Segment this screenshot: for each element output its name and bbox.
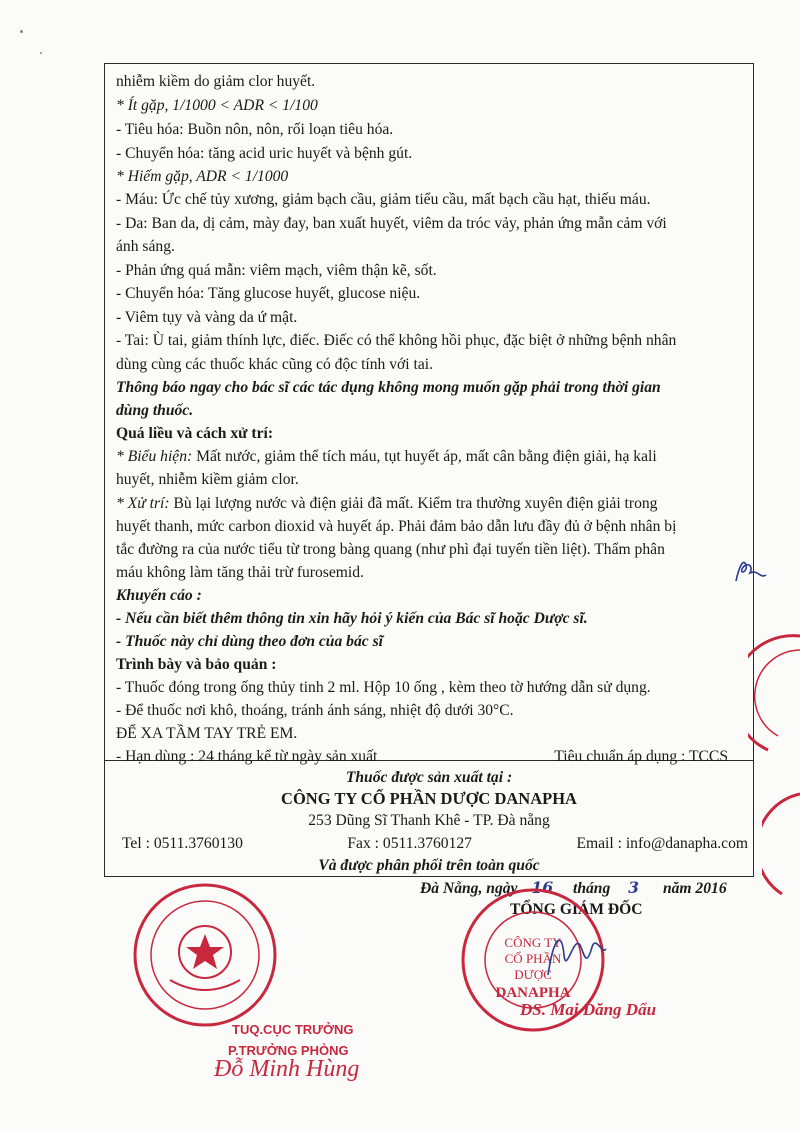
overdose-heading: Quá liều và cách xử trí: — [116, 425, 274, 442]
authority-name: Đỗ Minh Hùng — [214, 1056, 360, 1082]
text-line: - Phản ứng quá mẫn: viêm mạch, viêm thận kẽ, sốt. — [116, 262, 437, 279]
rare-heading: * Hiếm gặp, ADR < 1/1000 — [116, 168, 289, 185]
text-line: - Thuốc đóng trong ống thủy tinh 2 ml. Hộp 10 ống , kèm theo tờ hướng dẫn sử dụng. — [116, 679, 651, 696]
expiry-text: - Hạn dùng : 24 tháng kể từ ngày sản xuất — [116, 748, 378, 765]
ministry-stamp — [130, 880, 280, 1030]
recommendation-heading: Khuyến cáo : — [116, 587, 202, 604]
text-line: huyết, nhiễm kiềm giảm clor. — [116, 471, 299, 488]
uncommon-heading: * Ít gặp, 1/1000 < ADR < 1/100 — [116, 97, 318, 114]
svg-text:CỔ PHẦN: CỔ PHẦN — [504, 951, 562, 966]
produced-at-label: Thuốc được sản xuất tại : — [345, 769, 513, 786]
scan-speck — [20, 30, 23, 33]
text-line: - Máu: Ức chế tủy xương, giảm bạch cầu, giảm tiểu cầu, mất bạch cầu hạt, thiếu máu. — [116, 191, 651, 208]
director-title: TỔNG GIÁM ĐỐC — [510, 901, 643, 918]
year-label: năm 2016 — [662, 880, 727, 897]
text-line: - Tiêu hóa: Buồn nôn, nôn, rối loạn tiêu hóa. — [116, 121, 394, 138]
svg-text:CÔNG TY: CÔNG TY — [504, 935, 562, 950]
date-prefix: Đà Nẵng, ngày — [420, 880, 518, 897]
director-name: DS. Mai Dăng Dẩu — [520, 1000, 657, 1019]
expiry-row — [116, 747, 728, 766]
text-line: - Chuyển hóa: Tăng glucose huyết, glucose niệu. — [116, 285, 421, 302]
symptom-text: Mất nước, giảm thể tích máu, tụt huyết áp, mất cân bằng điện giải, hạ kali — [192, 448, 657, 465]
contact-row — [122, 834, 748, 853]
packaging-heading: Trình bày và bảo quản : — [116, 656, 277, 673]
notice-line: Thông báo ngay cho bác sĩ các tác dụng không mong muốn gặp phải trong thời gian — [116, 379, 661, 396]
date-day: 16 — [531, 878, 554, 897]
text-line: máu không làm tăng thải trừ furosemid. — [116, 564, 364, 581]
text-line: nhiễm kiềm do giảm clor huyết. — [116, 73, 316, 90]
symptom-label: * Biểu hiện: — [116, 448, 193, 465]
email-text: Email : info@danapha.com — [576, 835, 748, 852]
tel-text: Tel : 0511.3760130 — [122, 835, 243, 852]
svg-text:DƯỢC: DƯỢC — [514, 967, 552, 982]
text-line: - Viêm tụy và vàng da ứ mật. — [116, 309, 298, 326]
treatment-label: * Xử trí: — [116, 495, 170, 512]
text-line: dùng cùng các thuốc khác cũng có độc tính với tai. — [116, 356, 433, 373]
symptom-line — [116, 447, 746, 466]
scan-speck — [40, 52, 42, 54]
text-line: - Da: Ban da, dị cảm, mày đay, ban xuất huyết, viêm da tróc vảy, phản ứng mẫn cảm với — [116, 215, 667, 232]
director-signature — [540, 925, 610, 985]
children-warning: ĐỂ XA TẦM TAY TRẺ EM. — [116, 725, 298, 742]
treatment-text: Bù lại lượng nước và điện giải đã mất. Kiểm tra thường xuyên điện giải trong — [169, 495, 658, 512]
initials-mark — [730, 555, 770, 587]
standard-text: Tiêu chuẩn áp dụng : TCCS — [554, 748, 728, 765]
date-month: 3 — [628, 878, 640, 897]
svg-text:DANAPHA: DANAPHA — [495, 985, 571, 1001]
authority-line-2: P.TRƯỞNG PHÒNG — [228, 1043, 349, 1058]
text-line: ánh sáng. — [116, 238, 175, 255]
fax-text: Fax : 0511.3760127 — [347, 835, 472, 852]
month-label: tháng — [572, 880, 611, 897]
text-line: - Tai: Ù tai, giảm thính lực, điếc. Điếc có thể không hồi phục, đặc biệt ở những bệnh nhân — [116, 332, 677, 349]
partial-stamp-right — [748, 630, 800, 760]
distribution-text: Và được phân phối trên toàn quốc — [318, 857, 540, 874]
recommendation-item: - Nếu cần biết thêm thông tin xin hãy hỏi ý kiến của Bác sĩ hoặc Dược sĩ. — [116, 610, 588, 627]
partial-stamp-right-lower — [762, 790, 800, 900]
company-name: CÔNG TY CỔ PHẦN DƯỢC DANAPHA — [281, 789, 577, 808]
treatment-line — [116, 494, 746, 513]
recommendation-item: - Thuốc này chỉ dùng theo đơn của bác sĩ — [116, 633, 383, 650]
text-line: - Chuyển hóa: tăng acid uric huyết và bệnh gút. — [116, 145, 413, 162]
company-address: 253 Dũng Sĩ Thanh Khê - TP. Đà nẵng — [308, 812, 550, 829]
authority-line-1: TUQ.CỤC TRƯỞNG — [232, 1022, 354, 1037]
text-line: huyết thanh, mức carbon dioxid và huyết áp. Phải đảm bảo dẫn lưu đầy đủ ở bệnh nhân bị — [116, 518, 677, 535]
text-line: tắc đường ra của nước tiểu từ trong bàng quang (như phì đại tuyến tiền liệt). Thẩm phân — [116, 541, 665, 558]
text-line: - Để thuốc nơi khô, thoáng, tránh ánh sáng, nhiệt độ dưới 30°C. — [116, 702, 514, 719]
notice-line: dùng thuốc. — [116, 402, 194, 419]
